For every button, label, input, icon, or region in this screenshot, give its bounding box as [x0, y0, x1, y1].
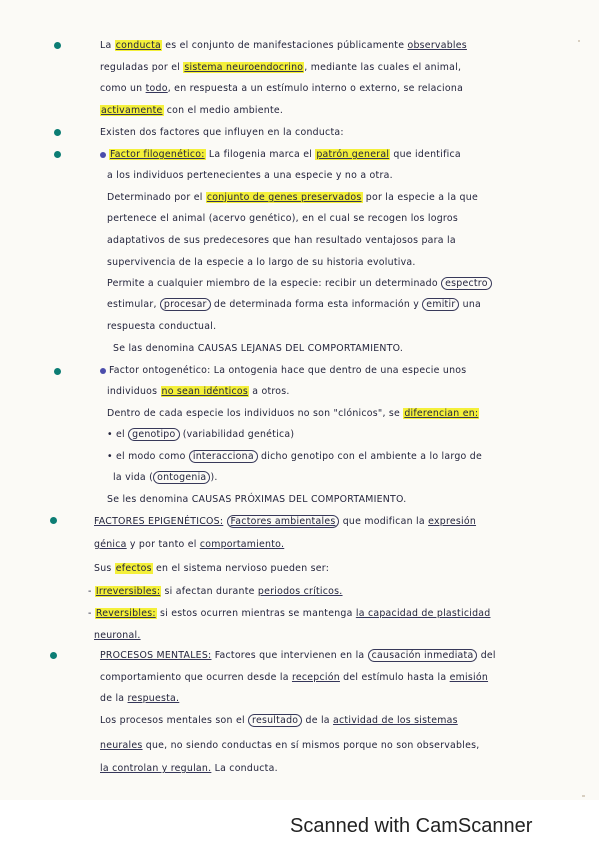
- circled-term: espectro: [441, 277, 492, 290]
- note-line: [0, 449, 599, 465]
- note-text: -: [88, 608, 95, 619]
- note-text: respuesta.: [127, 693, 180, 704]
- highlighted-term: Factor filogenético:: [110, 149, 205, 160]
- note-text: Los procesos mentales son el: [100, 715, 249, 726]
- circled-term: Factores ambientales: [227, 515, 340, 528]
- note-line: [0, 406, 599, 422]
- note-text: observables: [407, 40, 467, 51]
- note-line: [0, 211, 599, 227]
- note-line: [0, 168, 599, 184]
- note-line: [0, 233, 599, 249]
- note-text: neurales: [100, 740, 143, 751]
- highlighted-term: conducta: [115, 40, 162, 51]
- note-text: • el modo como: [107, 451, 189, 462]
- note-line: [0, 297, 599, 313]
- note-line: [0, 341, 599, 357]
- circled-term: genotipo: [128, 428, 179, 441]
- note-line: [0, 60, 599, 76]
- note-line: [0, 537, 599, 553]
- note-text: dicho genotipo con el ambiente a lo largo de: [257, 451, 482, 462]
- note-line: [0, 470, 599, 486]
- note-text: La: [100, 40, 115, 51]
- camscanner-watermark: Scanned with CamScanner: [290, 815, 533, 837]
- note-text: supervivencia de la especie a lo largo de su historia evolutiva.: [107, 257, 416, 268]
- note-text: Existen dos factores que influyen en la conducta:: [100, 127, 344, 138]
- circled-term: interacciona: [189, 450, 258, 463]
- note-line: [0, 103, 599, 119]
- note-text: la controlan y regulan.: [100, 763, 212, 774]
- note-text: a los individuos pertenecientes a una especie y no a otra.: [107, 170, 393, 181]
- note-text: y por tanto el: [126, 539, 200, 550]
- note-text: La filogenia marca el: [205, 149, 316, 160]
- note-text: neuronal.: [94, 630, 141, 641]
- note-line: [0, 190, 599, 206]
- note-text: del estímulo hasta la: [339, 672, 450, 683]
- note-text: una: [459, 299, 482, 310]
- note-text: • el: [107, 429, 129, 440]
- note-text: es el conjunto de manifestaciones públicamente: [162, 40, 408, 51]
- note-text: FACTORES EPIGENÉTICOS:: [94, 516, 224, 527]
- note-line: [0, 738, 599, 754]
- note-text: periodos críticos.: [257, 586, 343, 597]
- note-line: [0, 761, 599, 777]
- note-text: Determinado por el: [107, 192, 206, 203]
- note-text: PROCESOS MENTALES:: [100, 650, 212, 661]
- note-text: comportamiento que ocurren desde la: [100, 672, 292, 683]
- circled-term: resultado: [248, 714, 302, 727]
- note-text: Permite a cualquier miembro de la especie: recibir un determinado: [107, 278, 442, 289]
- note-line: [0, 514, 599, 530]
- note-text: la vida (: [113, 472, 154, 483]
- note-text: como un: [100, 83, 146, 94]
- note-line: [0, 691, 599, 707]
- note-text: del: [477, 650, 496, 661]
- note-text: reguladas por el: [100, 62, 184, 73]
- note-line: [0, 561, 599, 577]
- note-line: [0, 713, 599, 729]
- note-text: recepción: [291, 672, 340, 683]
- note-text: que, no siendo conductas en sí mismos porque no son observables,: [142, 740, 480, 751]
- note-text: génica: [94, 539, 127, 550]
- note-text: , en respuesta a un estímulo interno o externo, se relaciona: [167, 83, 464, 94]
- note-text: si estos ocurren mientras se mantenga: [156, 608, 356, 619]
- note-line: [0, 670, 599, 686]
- note-line: [0, 648, 599, 664]
- highlighted-term: patrón general: [316, 149, 390, 160]
- note-text: Dentro de cada especie los individuos no son "clónicos", se: [107, 408, 404, 419]
- note-text: la capacidad de plasticidad: [355, 608, 491, 619]
- highlighted-term: sistema neuroendocrino: [184, 62, 304, 73]
- note-line: [0, 255, 599, 271]
- highlighted-term: efectos: [115, 563, 152, 574]
- note-text: en el sistema nervioso pueden ser:: [152, 563, 330, 574]
- note-text: Se les denomina CAUSAS PRÓXIMAS DEL COMPORTAMIENTO.: [107, 494, 407, 505]
- note-line: [0, 38, 599, 54]
- note-text: comportamiento.: [199, 539, 285, 550]
- highlighted-term: Reversibles:: [95, 608, 156, 619]
- note-text: individuos: [107, 386, 161, 397]
- note-text: (variabilidad genética): [179, 429, 295, 440]
- circled-term: ontogenia: [153, 471, 210, 484]
- note-line: [0, 125, 599, 141]
- note-text: -: [88, 586, 95, 597]
- inline-bullet-icon: [100, 368, 106, 374]
- circled-term: causación inmediata: [368, 649, 478, 662]
- note-text: emisión: [449, 672, 489, 683]
- note-text: estimular,: [107, 299, 160, 310]
- circled-term: procesar: [160, 298, 211, 311]
- highlighted-term: Irreversibles:: [95, 586, 161, 597]
- note-text: La conducta.: [211, 763, 278, 774]
- note-line: [0, 81, 599, 97]
- note-line: [0, 427, 599, 443]
- note-text: de la: [100, 693, 128, 704]
- note-text: , mediante las cuales el animal,: [304, 62, 462, 73]
- note-line: [0, 147, 599, 163]
- circled-term: emitir: [422, 298, 459, 311]
- note-text: adaptativos de sus predecesores que han resultado ventajosos para la: [107, 235, 456, 246]
- note-text: si afectan durante: [161, 586, 258, 597]
- note-text: todo: [145, 83, 168, 94]
- note-text: respuesta conductual.: [107, 321, 217, 332]
- note-line: [0, 584, 599, 600]
- note-text: con el medio ambiente.: [163, 105, 284, 116]
- note-line: [0, 606, 599, 622]
- note-text: Factores que intervienen en la: [211, 650, 368, 661]
- note-line: [0, 628, 599, 644]
- note-text: Factor ontogenético: La ontogenia hace que dentro de una especie unos: [109, 365, 467, 376]
- note-line: [0, 492, 599, 508]
- highlighted-term: no sean idénticos: [161, 386, 249, 397]
- note-text: que modifican la: [339, 516, 429, 527]
- inline-bullet-icon: [100, 152, 106, 158]
- note-text: por la especie a la que: [362, 192, 478, 203]
- highlighted-term: conjunto de genes preservados: [206, 192, 362, 203]
- note-text: de la: [302, 715, 334, 726]
- note-line: [0, 363, 599, 379]
- note-line: [0, 384, 599, 400]
- note-text: expresión: [428, 516, 477, 527]
- highlighted-term: diferencian en:: [404, 408, 479, 419]
- note-text: de determinada forma esta información y: [210, 299, 423, 310]
- note-text: pertenece el animal (acervo genético), en el cual se recogen los logros: [107, 213, 458, 224]
- scan-speck: [582, 795, 585, 797]
- note-text: a otros.: [249, 386, 290, 397]
- note-line: [0, 276, 599, 292]
- note-line: [0, 319, 599, 335]
- note-text: ).: [210, 472, 218, 483]
- highlighted-term: activamente: [101, 105, 163, 116]
- note-text: que identifica: [390, 149, 461, 160]
- note-text: Sus: [94, 563, 115, 574]
- note-text: Se las denomina CAUSAS LEJANAS DEL COMPORTAMIENTO.: [113, 343, 404, 354]
- note-text: actividad de los sistemas: [333, 715, 458, 726]
